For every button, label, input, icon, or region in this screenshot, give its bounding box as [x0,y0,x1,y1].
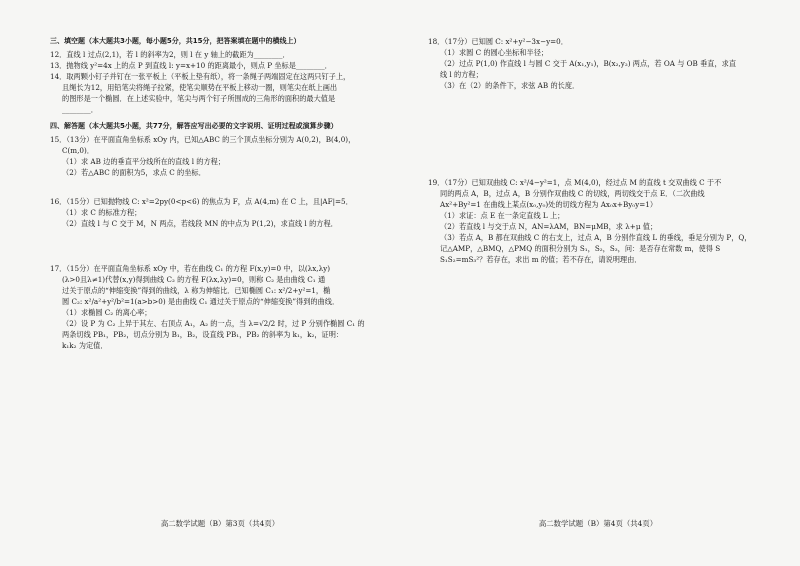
right-page-column [428,36,768,265]
question-19-part-1: （1）求证：点 E 在一条定直线 L 上； [440,211,565,220]
question-14-line-3: 的图形是一个椭圆．在上述实验中，笔尖与两个钉子所围成的三角形的面积的最大值是 [62,94,336,103]
question-19-line-1: 19．（17分）已知双曲线 C: x²/4−y²=1，点 M(4,0)，经过点 M 的直线 t 交双曲线 C 于不 [428,178,722,187]
question-18-part-1: （1）求圆 C 的圆心坐标和半径； [440,48,549,57]
left-page-column [50,36,390,351]
question-15-line-2: C(m,0)． [62,146,94,155]
question-15-line-1: 15．（13分）在平面直角坐标系 xOy 内，已知△ABC 的三个顶点坐标分别为 A(0,2)，B(4,0)， [50,135,356,144]
question-18-part-2-line-2: 线 l 的方程； [440,70,483,79]
section-4-heading: 四、解答题（本大题共5小题，共77分，解答应写出必要的文字说明、证明过程或演算步骤） [50,122,338,130]
question-17-line-2: (λ>0且λ≠1)代替(x,y)得到曲线 C₂ 的方程 F(λx,λy)=0，则称 C₂ 是由曲线 C₁ 通 [62,275,326,284]
question-15-part-1: （1）求 AB 边的垂直平分线所在的直线 l 的方程； [62,157,226,166]
page-3-footer: 高二数学试题（B）第3页（共4页） [160,519,280,528]
question-16-part-1: （1）求 C 的标准方程； [62,208,142,217]
question-14-line-2: 且绳长为12，用铅笔尖将绳子拉紧，使笔尖顺势在平板上移动一圈，则笔尖在纸上画出 [62,83,338,92]
question-17-part-2-line-1: （2）设 P 为 C₂ 上异于其左、右顶点 A₁，A₂ 的一点，当 λ=√2/2 时，过 P 分别作椭圆 C₁ 的 [62,319,365,328]
question-15-part-2: （2）若△ABC 的面积为5，求点 C 的坐标． [62,168,206,177]
question-12: 12．直线 l 过点(2,1)，若 l 的斜率为2，则 l 在 y 轴上的截距为________． [50,50,290,59]
question-14-line-1: 14．取两颗小钉子并钉在一张平板上（平板上垫有纸），将一条绳子两端固定在这两只钉子上， [50,72,351,81]
question-17-line-4: 圆 C₂: x²/a²+y²/b²=1(a>b>0) 是由曲线 C₁ 通过关于原点的“伸缩变换”得到的曲线． [62,297,340,306]
question-17-part-2-line-2: 两条切线 PB₁，PB₂，切点分别为 B₁，B₂，设直线 PB₁，PB₂ 的斜率为 k₁，k₂，证明： [62,330,344,339]
question-13: 13．抛物线 y²=4x 上的点 P 到直线 l: y=x+10 的距离最小，则点 P 坐标是________． [50,61,332,70]
question-16-part-2: （2）直线 l 与 C 交于 M，N 两点，若线段 MN 的中点为 P(1,2)，求直线 l 的方程． [62,219,338,228]
question-19-part-2: （2）若直线 l 与交于点 N，AN=λAM，BN=μMB，求 λ+μ 值； [440,222,658,231]
question-18-part-2-line-1: （2）过点 P(1,0) 作直线 l 与圆 C 交于 A(x₁,y₁)，B(x₂,y₂) 两点，若 OA 与 OB 垂直，求直 [440,59,737,68]
question-16-line-1: 16．（15分）已知抛物线 C: x²=2py(0<p<6) 的焦点为 F，点 A(4,m) 在 C 上，且|AF|=5． [50,197,353,206]
question-14-line-4: ________． [62,105,98,114]
page-4-footer: 高二数学试题（B）第4页（共4页） [538,519,658,528]
question-17-line-1: 17．（15分）在平面直角坐标系 xOy 中，若在曲线 C₁ 的方程 F(x,y)=0 中，以(λx,λy) [50,264,330,273]
question-19-part-3-line-3: S₁S₂=mS₃²？若存在，求出 m 的值；若不存在，请说明理由． [440,255,642,264]
question-19-line-3: Ax²+By²=1 在曲线上某点(x₀,y₀)处的切线方程为 Ax₀x+By₀y=1） [440,200,658,209]
question-17-line-3: 过关于原点的“伸缩变换”得到的曲线，λ 称为伸缩比．已知椭圆 C₁: x²/2+y²=1，椭 [62,286,331,295]
question-19-line-2: 同的两点 A，B，过点 A，B 分别作双曲线 C 的切线，两切线交于点 E．（二次曲线 [440,189,705,198]
question-19-part-3-line-1: （3）若点 A，B 都在双曲线 C 的右支上，过点 A，B 分别作直线 L 的垂线，垂足分别为 P，Q， [440,233,752,242]
question-18-line-1: 18．（17分）已知圆 C: x²+y²−3x−y=0． [428,37,568,46]
section-3-heading: 三、填空题（本大题共3小题，每小题5分，共15分，把答案填在题中的横线上） [50,37,301,45]
question-19-part-3-line-2: 记△AMP，△BMQ，△PMQ 的面积分别为 S₁，S₂，S₃，问：是否存在常数 m，使得 S [440,244,721,253]
question-17-part-1: （1）求椭圆 C₂ 的离心率； [62,308,152,317]
question-18-part-3: （3）在（2）的条件下，求弦 AB 的长度． [440,81,580,90]
question-17-part-2-line-3: k₁k₂ 为定值． [62,341,108,350]
